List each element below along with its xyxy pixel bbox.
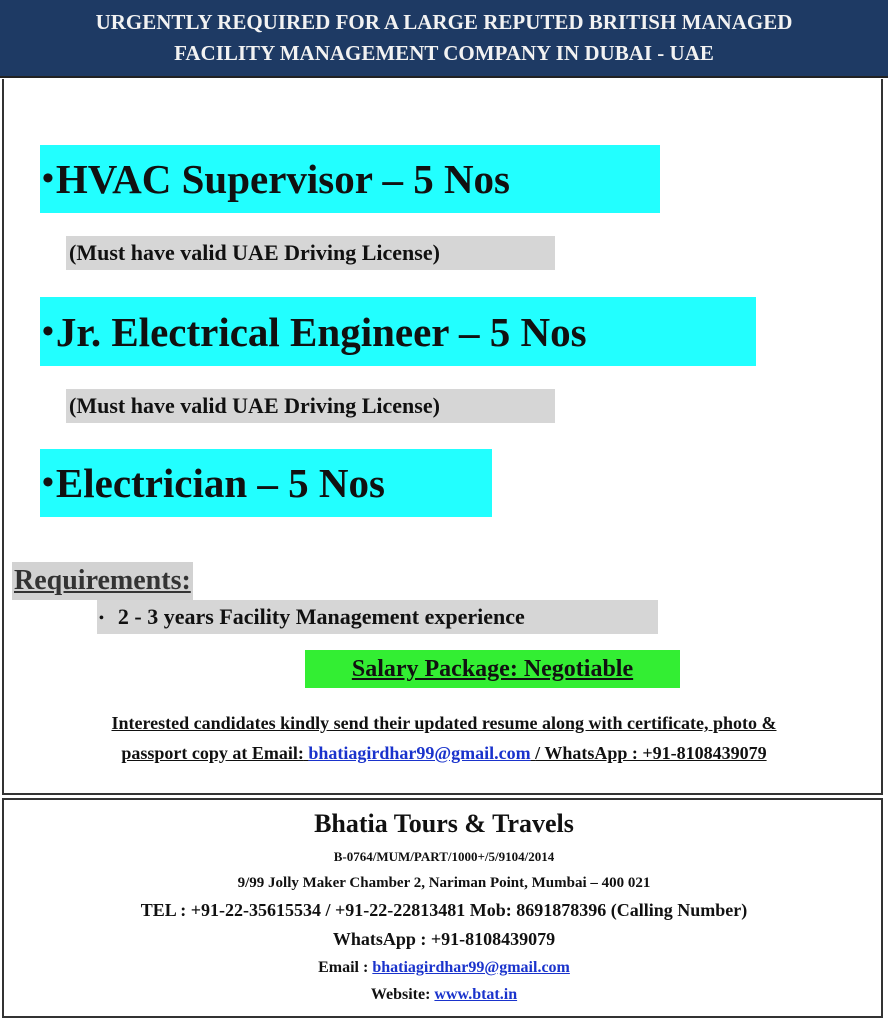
header-line-2: FACILITY MANAGEMENT COMPANY IN DUBAI - UAE	[174, 41, 714, 65]
apply-prefix: passport copy at Email:	[121, 743, 304, 763]
telephone: TEL : +91-22-35615534 / +91-22-22813481 Mob: 8691878396 (Calling Number)	[140, 900, 748, 920]
bullet-icon: •	[99, 610, 104, 626]
apply-line-1: Interested candidates kindly send their updated resume along with certificate, photo &	[111, 713, 777, 733]
website-label: Website:	[370, 986, 431, 1003]
requirement-item	[97, 600, 658, 634]
email-label: Email :	[318, 959, 369, 976]
job-electrician	[40, 449, 492, 517]
apply-email-link[interactable]: bhatiagirdhar99@gmail.com	[308, 743, 531, 763]
requirement-text: 2 - 3 years Facility Management experience	[117, 604, 525, 629]
apply-line-2	[0, 738, 888, 768]
apply-instructions	[0, 708, 888, 768]
address: 9/99 Jolly Maker Chamber 2, Nariman Point, Mumbai – 400 021	[237, 875, 651, 891]
website-link[interactable]: www.btat.in	[434, 986, 518, 1003]
whatsapp: WhatsApp : +91-8108439079	[332, 929, 556, 949]
header-banner	[0, 0, 888, 78]
job-jr-electrical-engineer	[40, 297, 756, 366]
bullet-icon: •	[42, 160, 54, 197]
footer-email-link[interactable]: bhatiagirdhar99@gmail.com	[372, 959, 570, 976]
requirements-heading: Requirements:	[12, 562, 193, 600]
footer-website	[0, 986, 888, 1004]
bullet-icon: •	[42, 464, 54, 501]
job-note: (Must have valid UAE Driving License)	[66, 389, 555, 423]
apply-whatsapp: / WhatsApp : +91-8108439079	[535, 743, 767, 763]
job-title: HVAC Supervisor – 5 Nos	[55, 156, 511, 202]
company-name: Bhatia Tours & Travels	[314, 809, 574, 838]
bullet-icon: •	[42, 312, 54, 350]
header-line-1: URGENTLY REQUIRED FOR A LARGE REPUTED BRITISH MANAGED	[95, 10, 793, 34]
job-note: (Must have valid UAE Driving License)	[66, 236, 555, 270]
job-title: Jr. Electrical Engineer – 5 Nos	[55, 308, 587, 355]
footer-email	[0, 959, 888, 977]
job-title: Electrician – 5 Nos	[55, 460, 385, 506]
license-number: B-0764/MUM/PART/1000+/5/9104/2014	[333, 849, 555, 864]
job-hvac-supervisor	[40, 145, 660, 213]
salary-package: Salary Package: Negotiable	[305, 650, 680, 688]
